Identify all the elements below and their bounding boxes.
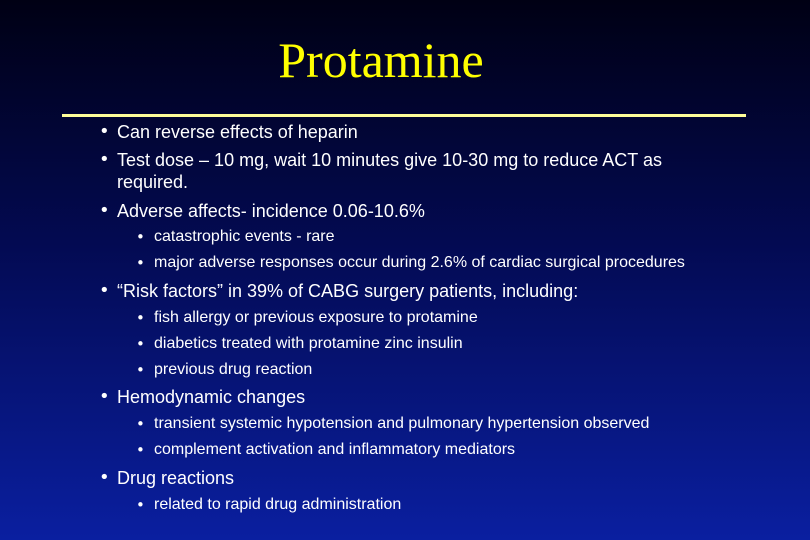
sub-bullet-item [136,253,685,273]
bullet-text: previous drug reaction [154,361,313,378]
bullet-dot-icon: • [99,280,110,301]
bullet-dot-icon: • [99,149,110,170]
sub-bullet-item [136,360,313,380]
bullet-text: Drug reactions [117,468,235,488]
sub-bullet-item [136,440,516,460]
bullet-dot-icon: • [136,228,145,246]
bullet-text: Adverse affects- incidence 0.06-10.6% [117,201,425,221]
bullet-dot-icon: • [136,335,145,353]
bullet-text: fish allergy or previous exposure to protamine [154,309,478,326]
bullet-text: transient systemic hypotension and pulmonary hypertension observed [154,415,650,432]
bullet-text: complement activation and inflammatory mediators [154,441,516,458]
bullet-dot-icon: • [136,361,145,379]
bullet-text: Can reverse effects of heparin [117,122,358,142]
slide-title: Protamine [278,32,484,88]
bullet-item [99,121,358,143]
bullet-dot-icon: • [99,121,110,142]
bullet-dot-icon: • [136,441,145,459]
sub-bullet-item [136,414,650,434]
bullet-text: Hemodynamic changes [117,387,306,407]
sub-bullet-item [136,227,335,247]
bullet-dot-icon: • [136,415,145,433]
bullet-text-continuation: required. [117,172,189,192]
bullet-text: related to rapid drug administration [154,496,402,513]
bullet-continuation [117,171,188,193]
bullet-text: catastrophic events - rare [154,228,335,245]
bullet-dot-icon: • [99,200,110,221]
bullet-text: Test dose – 10 mg, wait 10 minutes give 10-30 mg to reduce ACT as [117,150,662,170]
bullet-item [99,467,235,489]
bullet-text: “Risk factors” in 39% of CABG surgery patients, including: [117,281,579,301]
bullet-dot-icon: • [99,386,110,407]
bullet-dot-icon: • [99,467,110,488]
sub-bullet-item [136,334,463,354]
bullet-text: major adverse responses occur during 2.6% of cardiac surgical procedures [154,254,685,271]
bullet-dot-icon: • [136,309,145,327]
bullet-item [99,200,425,222]
bullet-text: diabetics treated with protamine zinc insulin [154,335,463,352]
bullet-dot-icon: • [136,254,145,272]
bullet-item [99,149,662,171]
sub-bullet-item [136,495,402,515]
bullet-item [99,386,306,408]
bullet-item [99,280,579,302]
sub-bullet-item [136,308,478,328]
bullet-dot-icon: • [136,496,145,514]
